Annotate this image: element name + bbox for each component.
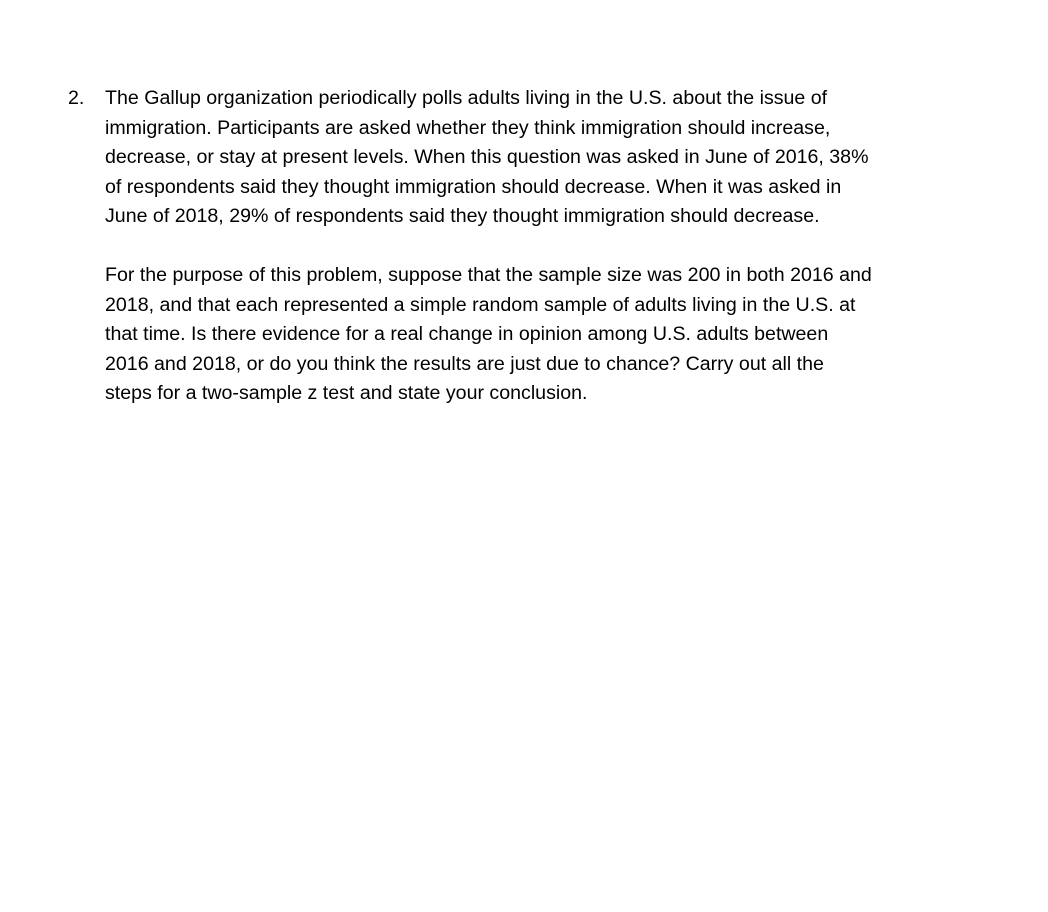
paragraph-spacer — [105, 232, 998, 261]
text-line: The Gallup organization periodically polls adults living in the U.S. about the issue of — [105, 87, 828, 109]
text-line: of respondents said they thought immigration should decrease. When it was asked in — [105, 175, 842, 198]
text-line: immigration. Participants are asked whether they think immigration should increase, — [105, 116, 831, 139]
paragraph-question — [105, 261, 998, 409]
text-line: 2018, and that each represented a simple random sample of adults living in the U.S. at — [105, 293, 856, 316]
text-line: that time. Is there evidence for a real change in opinion among U.S. adults between — [105, 323, 829, 346]
text-line: decrease, or stay at present levels. When this question was asked in June of 2016, 38% — [105, 146, 869, 169]
problem-text — [105, 84, 998, 409]
problem-2 — [68, 84, 998, 409]
problem-number: 2. — [68, 87, 85, 109]
text-line: steps for a two-sample z test and state your conclusion. — [105, 382, 588, 405]
paragraph-context — [105, 84, 998, 232]
text-line: 2016 and 2018, or do you think the results are just due to chance? Carry out all the — [105, 352, 824, 375]
text-line: June of 2018, 29% of respondents said they thought immigration should decrease. — [105, 205, 820, 228]
text-line: For the purpose of this problem, suppose that the sample size was 200 in both 2016 and — [105, 263, 872, 286]
